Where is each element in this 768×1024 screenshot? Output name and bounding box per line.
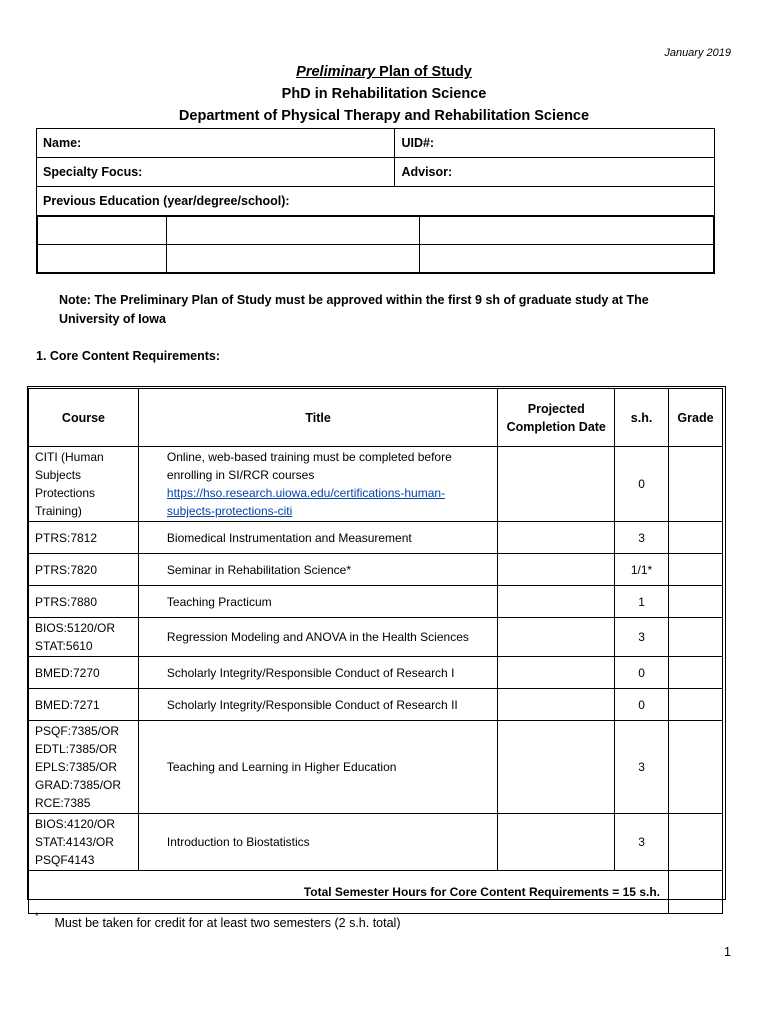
course-title: Scholarly Integrity/Responsible Conduct of Research I [138,657,497,689]
table-row [29,657,723,689]
prev-edu-school-1[interactable] [420,217,714,245]
specialty-field[interactable]: Specialty Focus: [37,158,395,187]
semester-hours: 0 [615,447,669,522]
core-requirements-table [28,388,723,914]
semester-hours: 3 [615,814,669,871]
course-title: Scholarly Integrity/Responsible Conduct of Research II [138,689,497,721]
semester-hours: 3 [615,618,669,657]
footnote-mark: * [35,911,39,921]
completion-date-cell[interactable] [498,657,615,689]
table-row [29,618,723,657]
document-date: January 2019 [664,47,731,59]
grade-cell[interactable] [669,657,723,689]
title-rest: Plan of Study [375,64,472,80]
prev-edu-year-2[interactable] [38,245,167,273]
student-info-table [36,128,715,274]
course-code: PTRS:7812 [29,522,139,554]
prev-edu-degree-2[interactable] [167,245,420,273]
page-number: 1 [724,945,731,959]
course-title: Regression Modeling and ANOVA in the Health Sciences [138,618,497,657]
prev-edu-school-2[interactable] [420,245,714,273]
table-row [29,522,723,554]
completion-date-cell[interactable] [498,586,615,618]
course-title: Biomedical Instrumentation and Measurement [138,522,497,554]
completion-date-cell[interactable] [498,522,615,554]
header-sh: s.h. [615,389,669,447]
completion-date-cell[interactable] [498,618,615,657]
table-row [29,554,723,586]
table-row [29,814,723,871]
course-title: Seminar in Rehabilitation Science* [138,554,497,586]
document-title [0,64,768,80]
advisor-field[interactable]: Advisor: [395,158,715,187]
total-grade-cell[interactable] [669,871,723,914]
course-title: Online, web-based training must be completed before enrolling in SI/RCR courses https://hso.research.uiowa.edu/certifications-human-subjects-protections-citi [138,447,497,522]
completion-date-cell[interactable] [498,814,615,871]
course-code: CITI (Human Subjects Protections Training) [29,447,139,522]
previous-education-label: Previous Education (year/degree/school): [37,187,715,216]
section-heading-core: 1. Core Content Requirements: [36,349,221,363]
footnote [35,911,401,931]
table-row [29,721,723,814]
grade-cell[interactable] [669,814,723,871]
completion-date-cell[interactable] [498,554,615,586]
semester-hours: 3 [615,721,669,814]
title-italic: Preliminary [296,64,376,80]
table-row [29,586,723,618]
semester-hours: 1/1* [615,554,669,586]
document-subtitle: PhD in Rehabilitation Science [281,86,487,102]
course-code: BMED:7271 [29,689,139,721]
course-title: Teaching Practicum [138,586,497,618]
table-row [29,447,723,522]
grade-cell[interactable] [669,586,723,618]
course-code: BIOS:5120/OR STAT:5610 [29,618,139,657]
completion-date-cell[interactable] [498,447,615,522]
semester-hours: 0 [615,657,669,689]
grade-cell[interactable] [669,522,723,554]
total-row [29,871,723,914]
header-completion: Projected Completion Date [498,389,615,447]
completion-date-cell[interactable] [498,721,615,814]
course-code: PTRS:7880 [29,586,139,618]
grade-cell[interactable] [669,447,723,522]
prev-edu-degree-1[interactable] [167,217,420,245]
prev-edu-year-1[interactable] [38,217,167,245]
table-row [29,689,723,721]
grade-cell[interactable] [669,554,723,586]
total-label: Total Semester Hours for Core Content Requirements = 15 s.h. [29,871,669,914]
course-title: Introduction to Biostatistics [138,814,497,871]
course-code: PTRS:7820 [29,554,139,586]
course-code: PSQF:7385/OR EDTL:7385/OR EPLS:7385/OR GRAD:7385/OR RCE:7385 [29,721,139,814]
grade-cell[interactable] [669,618,723,657]
completion-date-cell[interactable] [498,689,615,721]
grade-cell[interactable] [669,721,723,814]
semester-hours: 1 [615,586,669,618]
header-course: Course [29,389,139,447]
approval-note: Note: The Preliminary Plan of Study must be approved within the first 9 sh of graduate study at The University of Iowa [59,293,649,326]
course-code: BIOS:4120/OR STAT:4143/OR PSQF4143 [29,814,139,871]
semester-hours: 0 [615,689,669,721]
semester-hours: 3 [615,522,669,554]
table-header-row [29,389,723,447]
grade-cell[interactable] [669,689,723,721]
course-code: BMED:7270 [29,657,139,689]
previous-education-grid [37,216,714,273]
uid-field[interactable]: UID#: [395,129,715,158]
name-field[interactable]: Name: [37,129,395,158]
footnote-text: Must be taken for credit for at least two semesters (2 s.h. total) [54,916,401,931]
citi-link[interactable]: https://hso.research.uiowa.edu/certifications-human-subjects-protections-citi [166,486,446,518]
header-title: Title [138,389,497,447]
department-title: Department of Physical Therapy and Rehabilitation Science [178,108,590,124]
header-grade: Grade [669,389,723,447]
course-title: Teaching and Learning in Higher Education [138,721,497,814]
